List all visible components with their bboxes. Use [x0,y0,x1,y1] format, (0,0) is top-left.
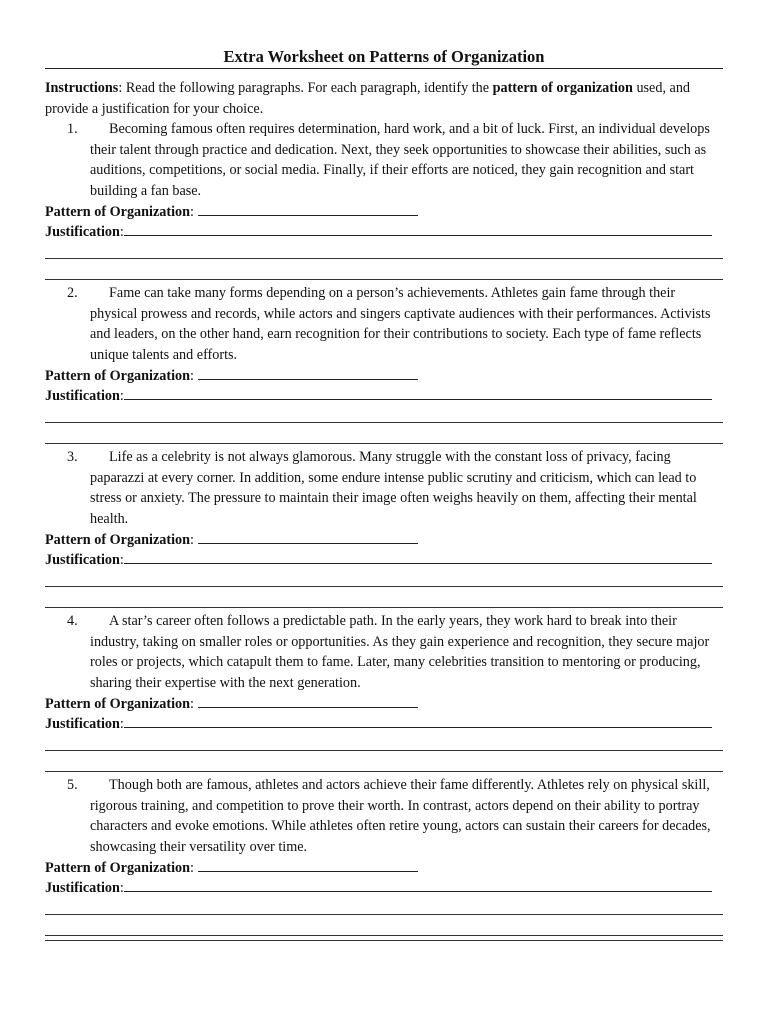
justification-answer-blank[interactable] [124,550,712,564]
justification-colon: : [119,388,124,405]
answer-line[interactable] [45,607,723,608]
justification-label: Justification [45,552,120,569]
question-paragraph [67,447,725,530]
answer-line[interactable] [45,750,723,751]
justification-field [45,222,725,243]
pattern-colon: : [190,859,194,876]
justification-field [45,386,725,407]
question-2 [45,283,725,407]
pattern-label: Pattern of Organization [45,203,190,220]
pattern-field [45,366,725,387]
justification-colon: : [119,224,124,241]
answer-line[interactable] [45,279,723,280]
justification-answer-blank[interactable] [124,386,712,400]
instructions-label: Instructions [45,80,119,96]
justification-label: Justification [45,716,120,733]
pattern-field [45,694,725,715]
question-paragraph [67,611,725,694]
question-number: 2. [67,285,78,301]
question-paragraph [67,775,725,858]
final-divider-line [45,940,723,941]
title-underline [45,68,723,69]
justification-label: Justification [45,880,120,897]
question-5 [45,775,725,899]
pattern-label: Pattern of Organization [45,859,190,876]
answer-line[interactable] [45,935,723,936]
question-number: 1. [67,121,78,137]
justification-colon: : [119,880,124,897]
pattern-answer-blank[interactable] [198,694,418,708]
pattern-field [45,530,725,551]
question-1 [45,119,725,243]
pattern-colon: : [190,695,194,712]
question-text: A star’s career often follows a predictable path. In the early years, they work hard to break into their industry, taking on smaller roles or opportunities. As they gain experience and recognition, they secure major roles or projects, which catapult them to fame. Later, many celebrities transition to mentoring or producing, sharing their expertise with the next generation. [90,613,710,692]
pattern-colon: : [190,367,194,384]
pattern-answer-blank[interactable] [198,366,418,380]
page-title: Extra Worksheet on Patterns of Organization [223,47,545,66]
question-paragraph [67,283,725,366]
pattern-label: Pattern of Organization [45,531,190,548]
justification-answer-blank[interactable] [124,222,712,236]
justification-label: Justification [45,224,120,241]
answer-line[interactable] [45,422,723,423]
justification-answer-blank[interactable] [124,714,712,728]
justification-field [45,878,725,899]
justification-field [45,714,725,735]
justification-colon: : [119,716,124,733]
pattern-answer-blank[interactable] [198,858,418,872]
instructions-text-after: used, and provide a justification for your choice. [45,80,691,117]
answer-line[interactable] [45,586,723,587]
question-number: 3. [67,449,78,465]
instructions [45,78,725,119]
justification-label: Justification [45,388,120,405]
instructions-bold-phrase: pattern of organization [492,80,633,96]
question-text: Becoming famous often requires determination, hard work, and a bit of luck. First, an individual develops their talent through practice and dedication. Next, they seek opportunities to showcase their abilities, such as auditions, competitions, or social media. Finally, if their efforts are noticed, they gain recognition and start building a fan base. [90,121,710,200]
pattern-field [45,858,725,879]
question-number: 5. [67,777,78,793]
question-text: Though both are famous, athletes and actors achieve their fame differently. Athletes rely on physical skill, rigorous training, and competition to prove their worth. In contrast, actors depend on their ability to portray characters and evoke emotions. While athletes often retire young, actors can sustain their careers for decades, showcasing their versatility over time. [90,777,711,856]
answer-line[interactable] [45,914,723,915]
question-3 [45,447,725,571]
justification-answer-blank[interactable] [124,878,712,892]
answer-line[interactable] [45,771,723,772]
answer-line[interactable] [45,443,723,444]
pattern-colon: : [190,531,194,548]
pattern-answer-blank[interactable] [198,202,418,216]
question-text: Life as a celebrity is not always glamorous. Many struggle with the constant loss of privacy, facing paparazzi at every corner. In addition, some endure intense public scrutiny and criticism, which can lead to stress or anxiety. The pressure to maintain their image often weighs heavily on them, affecting their mental health. [90,449,697,528]
pattern-field [45,202,725,223]
pattern-label: Pattern of Organization [45,695,190,712]
question-paragraph [67,119,725,202]
question-text: Fame can take many forms depending on a person’s achievements. Athletes gain fame through their physical prowess and records, while actors and singers captivate audiences with their performances. Activists and leaders, on the other hand, earn recognition for their contributions to society. Each type of fame reflects unique talents and efforts. [90,285,711,364]
pattern-colon: : [190,203,194,220]
justification-colon: : [119,552,124,569]
instructions-text-before: : Read the following paragraphs. For each paragraph, identify the [118,80,493,96]
pattern-label: Pattern of Organization [45,367,190,384]
pattern-answer-blank[interactable] [198,530,418,544]
question-4 [45,611,725,735]
question-number: 4. [67,613,78,629]
answer-line[interactable] [45,258,723,259]
justification-field [45,550,725,571]
